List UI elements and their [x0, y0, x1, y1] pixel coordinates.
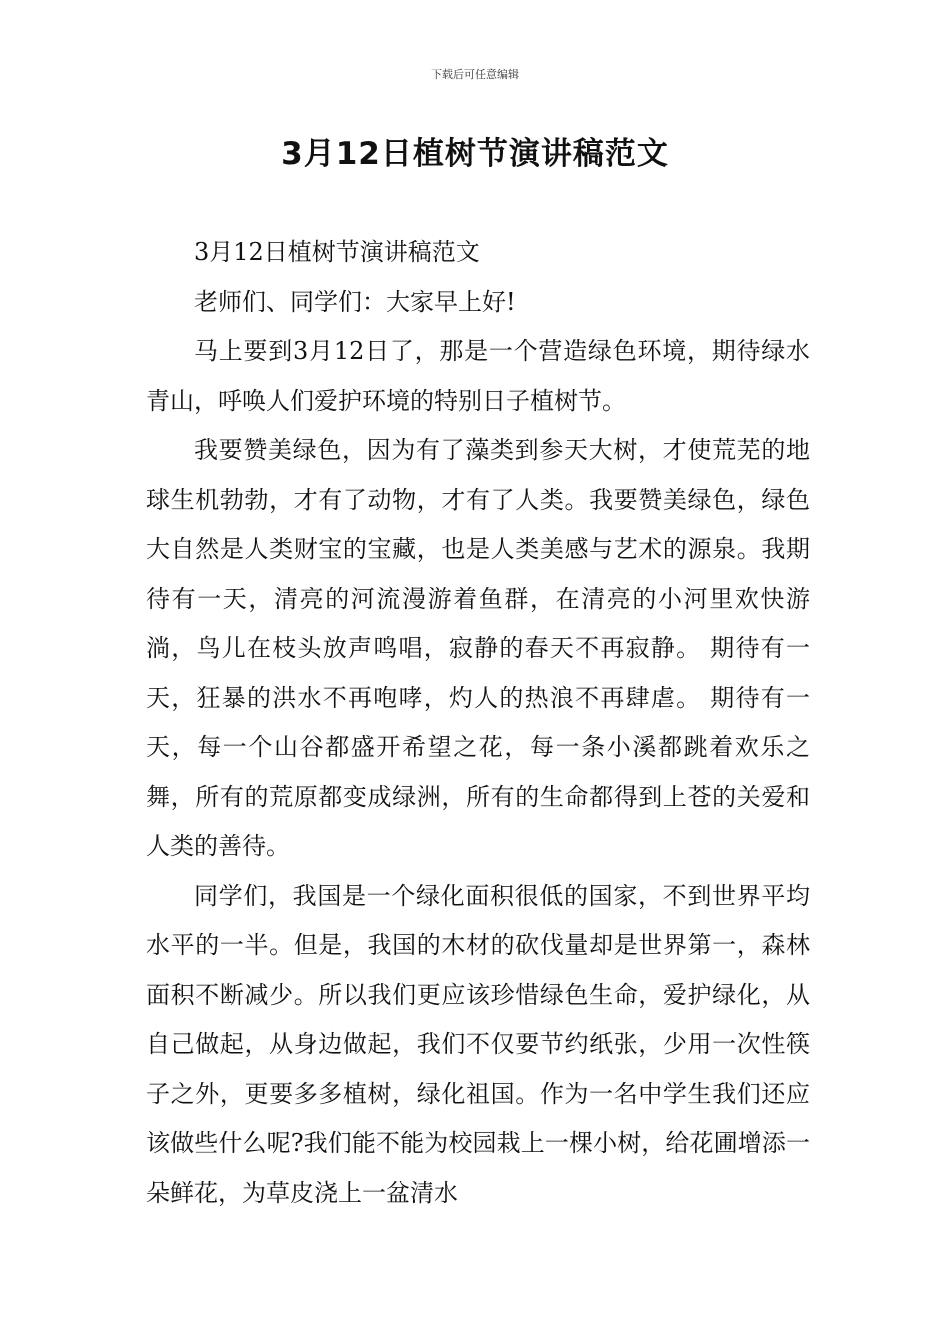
- paragraph-call-to-action: 同学们，我国是一个绿化面积很低的国家，不到世界平均水平的一半。但是，我国的木材的砍伐量却是世界第一，森林面积不断减少。所以我们更应该珍惜绿色生命，爱护绿化，从自己做起，从身边做起，我们不仅要节约纸张，少用一次性筷子之外，更要多多植树，绿化祖国。作为一名中学生我们还应该做些什么呢?我们能不能为校园栽上一棵小树，给花圃增添一朵鲜花，为草皮浇上一盆清水: [146, 881, 810, 1207]
- header-note: 下载后可任意编辑: [431, 68, 519, 81]
- document-title: 3月12日植树节演讲稿范文: [281, 136, 669, 172]
- paragraph-intro: 马上要到3月12日了，那是一个营造绿色环境，期待绿水青山，呼唤人们爱护环境的特别日子植树节。: [146, 337, 810, 415]
- paragraph-greeting: 老师们、同学们：大家早上好!: [194, 287, 516, 316]
- paragraph-praise-green: 我要赞美绿色，因为有了藻类到参天大树，才使荒芜的地球生机勃勃，才有了动物，才有了人类。我要赞美绿色，绿色大自然是人类财宝的宝藏，也是人类美感与艺术的源泉。我期待有一天，清亮的河流漫游着鱼群，在清亮的小河里欢快游淌，鸟儿在枝头放声鸣唱，寂静的春天不再寂静。 期待有一天，狂暴的洪水不再咆哮，灼人的热浪不再肆虐。 期待有一天，每一个山谷都盛开希望之花，每一条小溪都跳着欢乐之舞，所有的荒原都变成绿洲，所有的生命都得到上苍的关爱和人类的善待。: [146, 436, 810, 860]
- paragraph-subtitle: 3月12日植树节演讲稿范文: [194, 238, 480, 266]
- document-body: [146, 228, 810, 1218]
